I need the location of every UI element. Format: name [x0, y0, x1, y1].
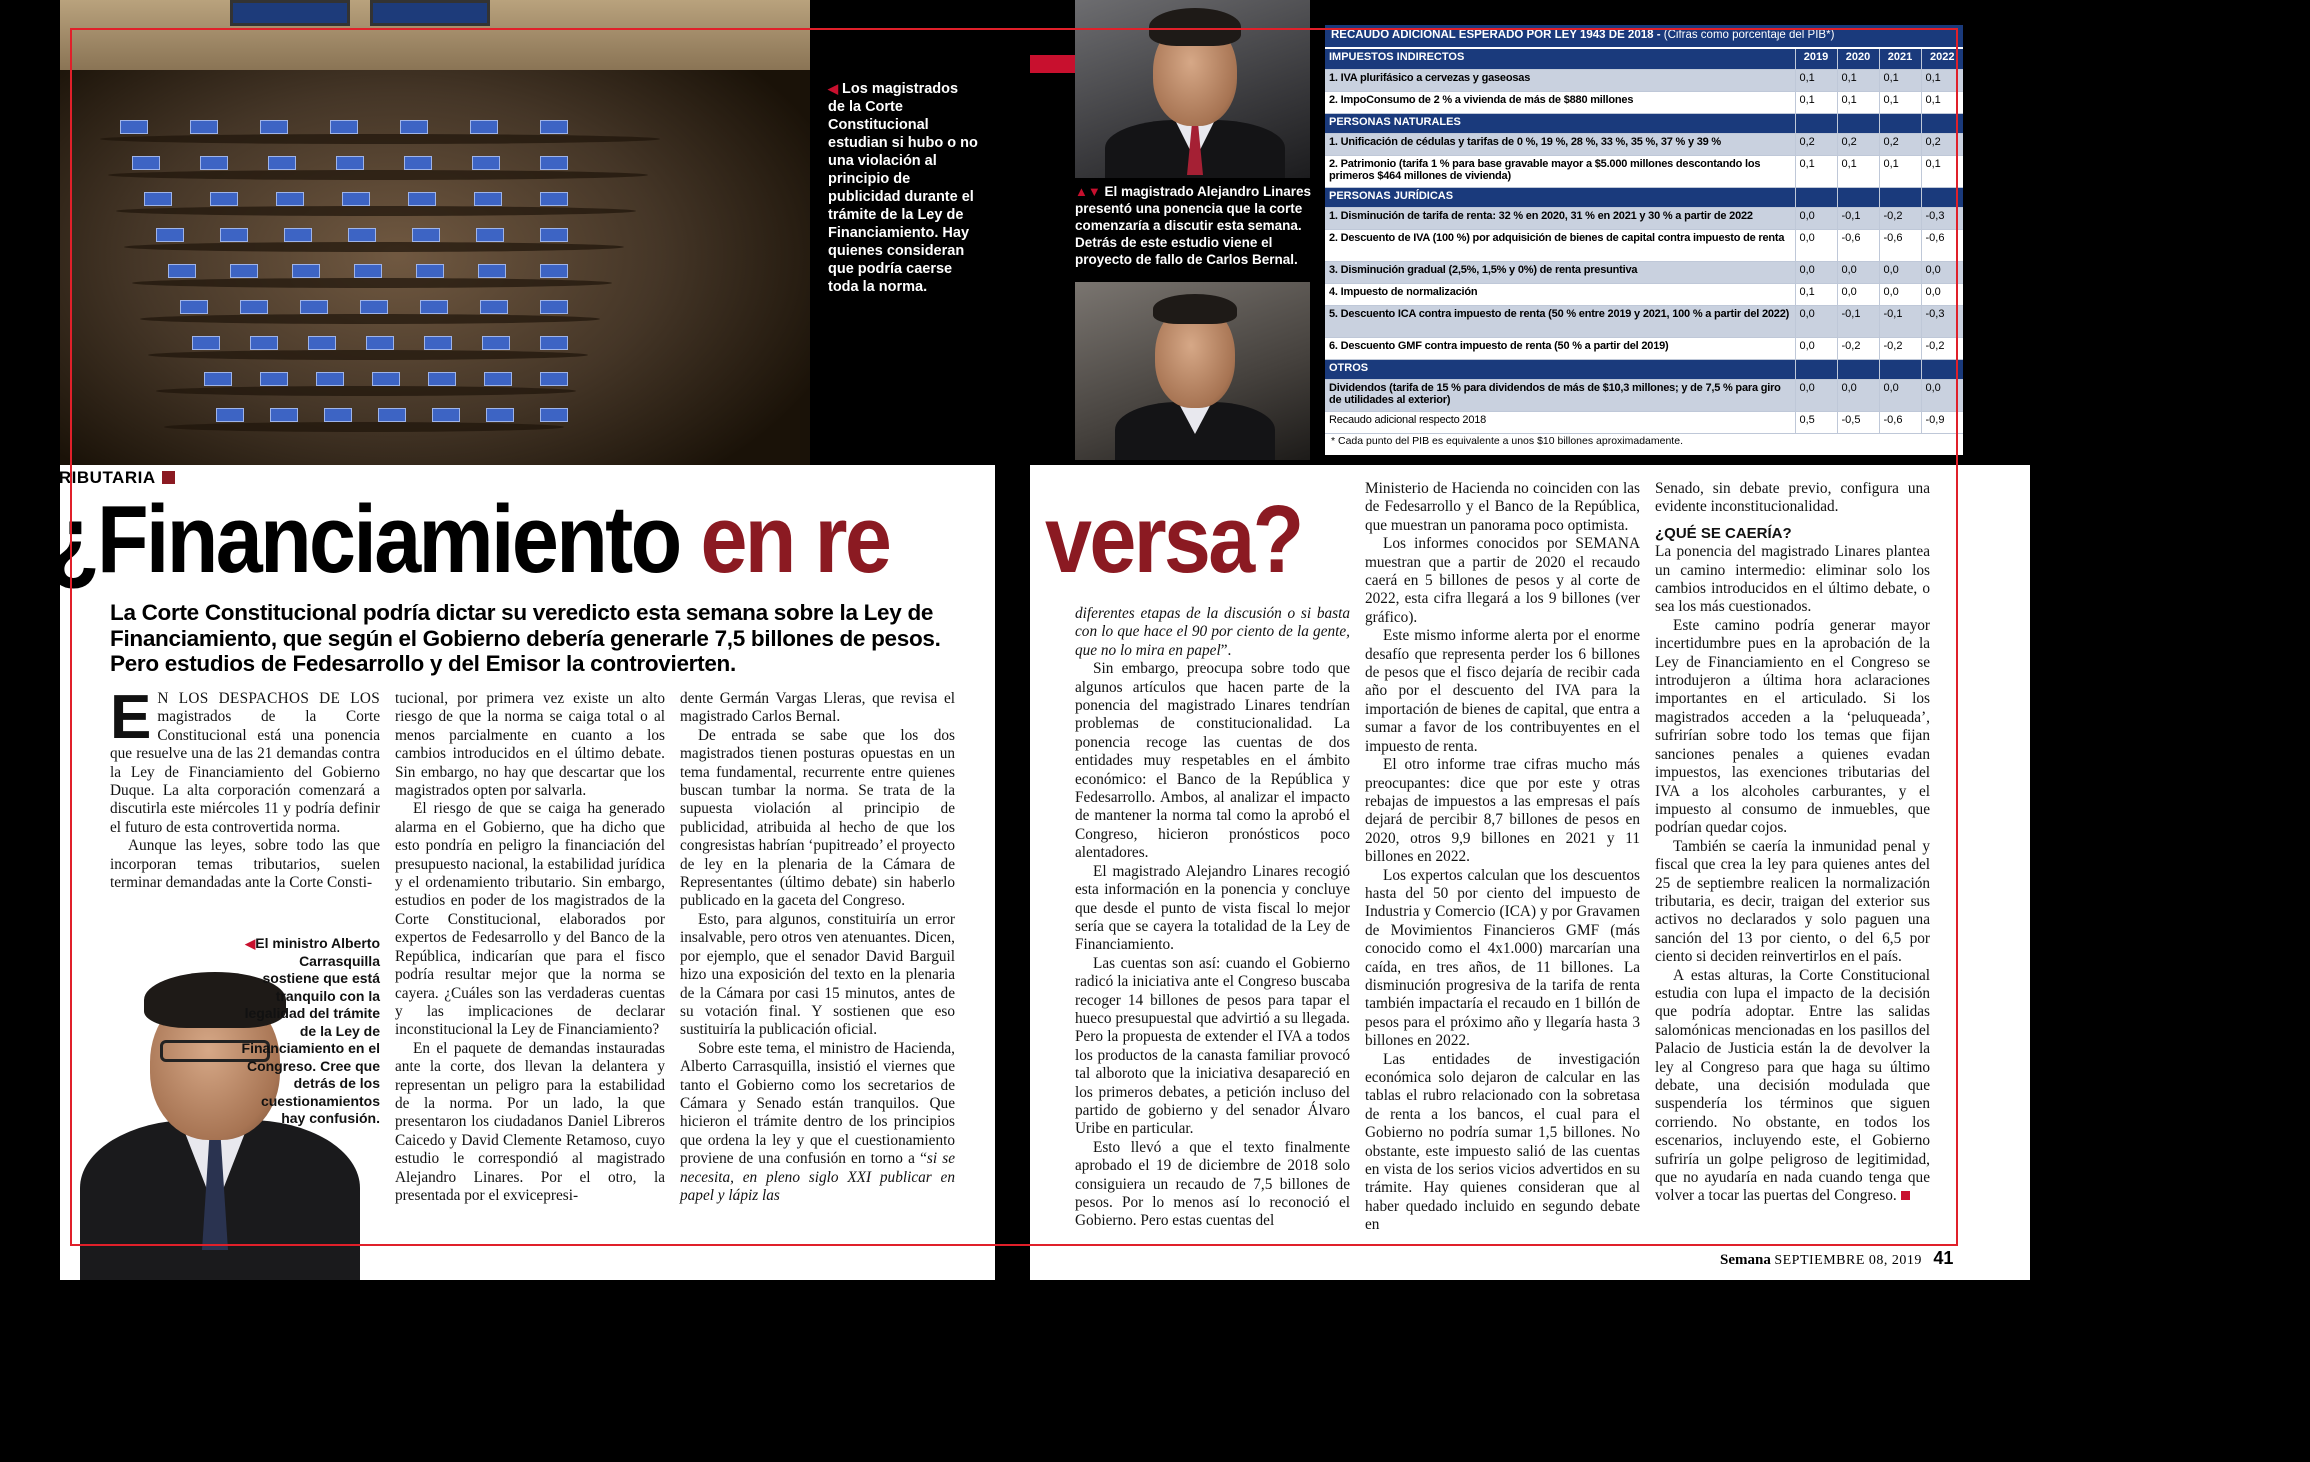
table-cell-value: [1879, 187, 1921, 207]
table-cell-value: 0,0: [1879, 379, 1921, 411]
table-cell-value: 0,2: [1795, 133, 1837, 155]
table-cell-label: Recaudo adicional respecto 2018: [1325, 411, 1795, 433]
table-cell-value: 2021: [1879, 49, 1921, 69]
table-footnote: * Cada punto del PIB es equivalente a unos $10 billones aproximadamente.: [1331, 435, 1683, 447]
body-column-2: tucional, por primera vez existe un alto riesgo de que la norma se caiga total o al menos parcialmente en cuanto a los cambios introducidos en el último debate. Sin embargo, no hay que descartar que los magistrados opten por salvarla. El riesgo de que se caiga ha generado alarma en el Gobierno, que ha dicho que esto pondría en peligro la financiación del presupuesto nacional, la estabilidad jurídica y el ordenamiento tributario. Sin embargo, estudios en poder de los magistrados de la Corte Constitucional, elaborados por expertos de Fedesarrollo y del Banco de la República, indicarían que para el fisco podría resultar mejor que la norma se cayera. ¿Cuáles son las verdaderas cuentas y las implicaciones de declarar inconstitucional la Ley de Financiamiento? En el paquete de demandas instauradas ante la corte, dos llevan la delantera y representan un peligro para la estabilidad de la norma. Por un lado, la que presentaron los ciudadanos Daniel Libreros Caicedo y David Clemente Retamoso, cuyo estudio le correspondió al magistrado Alejandro Linares. Por el otro, la presentada por el exvicepresi-: [395, 690, 665, 1204]
table-row: [1325, 283, 1963, 305]
table-cell-label: 2. Patrimonio (tarifa 1 % para base gravable mayor a $5.000 millones descontando los primeros $464 millones de vivienda): [1325, 155, 1795, 187]
table-cell-label: 1. Unificación de cédulas y tarifas de 0 %, 19 %, 28 %, 33 %, 35 %, 37 % y 39 %: [1325, 133, 1795, 155]
table-cell-value: 0,0: [1795, 261, 1837, 283]
congress-chamber-photo: [60, 0, 810, 465]
table-cell-value: 0,1: [1837, 69, 1879, 91]
table-cell-label: 1. Disminución de tarifa de renta: 32 % en 2020, 31 % en 2021 y 30 % a partir de 2022: [1325, 207, 1795, 229]
end-mark: [1901, 1191, 1910, 1200]
table-cell-label: 2. Descuento de IVA (100 %) por adquisición de bienes de capital contra impuesto de renta: [1325, 229, 1795, 261]
table-cell-value: [1837, 113, 1879, 133]
table-row: [1325, 229, 1963, 261]
linares-portrait-photo: [1075, 0, 1310, 178]
table-cell-value: 0,5: [1795, 411, 1837, 433]
table-cell-value: -0,2: [1879, 207, 1921, 229]
tax-revenue-table: [1325, 25, 1963, 455]
table-cell-value: 0,0: [1921, 283, 1963, 305]
table-cell-value: -0,2: [1879, 337, 1921, 359]
table-cell-label: Dividendos (tarifa de 15 % para dividendos de más de $10,3 millones; y de 7,5 % para giro de utilidades al exterior): [1325, 379, 1795, 411]
table-cell-value: 0,1: [1879, 155, 1921, 187]
table-section-header: [1325, 49, 1963, 69]
table-row: [1325, 379, 1963, 411]
table-cell-value: -0,1: [1837, 207, 1879, 229]
table-cell-label: 2. ImpoConsumo de 2 % a vivienda de más de $880 millones: [1325, 91, 1795, 113]
table-title: RECAUDO ADICIONAL ESPERADO POR LEY 1943 DE 2018 - (Cifras como porcentaje del PIB*): [1325, 25, 1963, 47]
subhead-que-se-caeria: ¿QUÉ SE CAERÍA?: [1655, 524, 1792, 542]
table-total-row: [1325, 411, 1963, 433]
linares-photo-caption: ▲▼ El magistrado Alejandro Linares presentó una ponencia que la corte comenzaría a discutir esta semana. Detrás de este estudio viene el proyecto de fallo de Carlos Bernal.: [1075, 184, 1312, 267]
table-cell-value: -0,6: [1879, 229, 1921, 261]
page-number: 41: [1933, 1248, 1954, 1268]
headline-right: versa?: [1045, 486, 1302, 593]
table-cell-value: 0,0: [1837, 283, 1879, 305]
table-row: [1325, 91, 1963, 113]
table-cell-value: [1879, 359, 1921, 379]
body-column-6: Senado, sin debate previo, configura una evidente inconstitucionalidad. ¿QUÉ SE CAERÍA? La ponencia del magistrado Linares plantea un camino intermedio: eliminar solo los cambios introducidos en el último debate, o sea los más cuestionados. Este camino podría generar mayor incertidumbre pues en la aprobación de la Ley de Financiamiento en el Congreso se introdujeron a última hora aclaraciones importantes en el articulado. Si los magistrados acceden a la ‘peluqueada’, sufrirían sobre todo los temas que fijan sanciones penales a quienes evadan impuestos, las exenciones tributarias del IVA a los alcoholes carburantes, y el impuesto al consumo de inmuebles, que podrían quedar cojos. También se caería la inmunidad penal y fiscal que crea la ley para quienes antes del 25 de septiembre realicen la normalización tributaria, es decir, traigan del exterior sus activos no declarados y solo paguen una sanción del 13 por ciento, o del 6,5 por ciento si deciden reinvertirlos en el país. A estas alturas, la Corte Constitucional estudia con lupa el impacto de la decisión que podría adoptar. Entre las salidas salomónicas mencionadas en los pasillos del Palacio de Justicia están la de devolver la ley al Congreso para que haga su último debate, una decisión modulada que suspendería los términos que siguen corriendo. No obstante, en todos los escenarios, incluyendo este, el Gobierno sufriría un golpe peligroso de legitimidad, que no ayudaría en nada cuando tenga que volver a tocar las puertas del Congreso.: [1655, 480, 1930, 1205]
table-row: [1325, 133, 1963, 155]
table-section-header: [1325, 187, 1963, 207]
table-cell-value: -0,9: [1921, 411, 1963, 433]
body-column-3: dente Germán Vargas Lleras, que revisa el magistrado Carlos Bernal. De entrada se sabe que los dos magistrados tienen posturas opuestas en un tema fundamental, recurrente entre quienes buscan tumbar la norma. Se trata de la supuesta violación al principio de publicidad, atribuida al hecho de que los congresistas habrían ‘pupitreado’ el proyecto de ley en la plenaria de la Cámara de Representantes (último debate) sin haberlo publicado en la gaceta del Congreso. Esto, para algunos, constituiría un error insalvable, pero otros ven atenuantes. Dicen, por ejemplo, que el senador David Barguil hizo una exposición del texto en la plenaria de la Cámara por casi 15 minutos, antes de su votación final. Y sostienen que eso sustituiría la publicación oficial. Sobre este tema, el ministro de Hacienda, Alberto Carrasquilla, insistió el viernes que tanto el Gobierno como los secretarios de Cámara y Senado están tranquilos. Que hicieron el trámite dentro de los principios que ordena la ley y que el cuestionamiento proviene de una confusión en torno a “si se necesita, en pleno siglo XXI publicar en papel y lápiz las: [680, 690, 955, 1204]
body-column-5: Ministerio de Hacienda no coinciden con las de Fedesarrollo y el Banco de la República, que muestran un panorama poco optimista. Los informes conocidos por SEMANA muestran que a partir de 2020 el recaudo caerá en 5 billones de pesos y al corte de 2022, esta cifra llegará a los 9 billones (ver gráfico). Este mismo informe alerta por el enorme desafío que representa perder los 6 billones de pesos que el fisco dejaría de recibir cada año por el descuento del IVA para la importación de bienes de capital, que entra a sumar a favor de los contribuyentes en el impuesto de renta. El otro informe trae cifras mucho más preocupantes: dice que por este y otras rebajas de impuestos a las empresas el país dejará de percibir 8,7 billones de pesos en 2020, otros 9,9 billones en 2021 y 11 billones en 2022. Los expertos calculan que los descuentos hasta del 50 por ciento del impuesto de Industria y Comercio (ICA) y por Gravamen de Movimientos Financieros GMF (más conocido como el 4x1.000) marcarían una caída, en tres años, de 11 billones. La disminución progresiva de la tarifa de renta también impactaría el recaudo en 1 billón de pesos para el próximo año y llegaría hasta 3 billones en 2022. Las entidades de investigación económica solo dejaron de calcular en las tablas el rubro relacionado con la sobretasa de renta a los bancos, el cual para el Gobierno no podría sumar 1,5 billones. No obstante, este impuesto salió de las cuentas en vista de los serios vicios advertidos en su trámite. Hay quienes consideran que al haber quedado incluido en segundo debate en: [1365, 480, 1640, 1234]
table-cell-value: 0,0: [1795, 229, 1837, 261]
table-cell-value: -0,3: [1921, 207, 1963, 229]
body-column-1: E N LOS DESPACHOS DE LOS magistrados de la Corte Constitucional está una ponencia que resuelve una de las 21 demandas contra la Ley de Financiamiento del Gobierno Duque. La alta corporación comenzará a discutirla este miércoles 11 y podría definir el futuro de esta controvertida norma. Aunque las leyes, sobre todo las que incorporan temas tributarios, suelen terminar demandadas ante la Corte Consti-: [110, 683, 380, 892]
table-cell-value: [1837, 187, 1879, 207]
table-cell-value: 0,0: [1837, 261, 1879, 283]
bernal-portrait-photo: [1075, 282, 1310, 460]
table-row: [1325, 261, 1963, 283]
table-cell-value: 0,1: [1795, 91, 1837, 113]
table-cell-value: [1921, 359, 1963, 379]
table-cell-value: 0,2: [1837, 133, 1879, 155]
table-cell-label: IMPUESTOS INDIRECTOS: [1325, 49, 1795, 69]
table-cell-value: 0,1: [1837, 155, 1879, 187]
table-cell-value: 2019: [1795, 49, 1837, 69]
table-cell-label: 3. Disminución gradual (2,5%, 1,5% y 0%) de renta presuntiva: [1325, 261, 1795, 283]
table-cell-value: [1879, 113, 1921, 133]
table-cell-value: -0,6: [1837, 229, 1879, 261]
table-cell-value: 0,1: [1795, 69, 1837, 91]
table-cell-value: 0,0: [1795, 337, 1837, 359]
table-cell-value: 0,0: [1795, 305, 1837, 337]
table-cell-value: 0,0: [1879, 283, 1921, 305]
page-footer: [1720, 1248, 1953, 1269]
chamber-photo-caption: ◀ Los magistrados de la Corte Constitucional estudian si hubo o no una violación al principio de publicidad durante el trámite de la Ley de Financiamiento. Hay quienes consideran que podría caerse toda la norma.: [828, 81, 978, 295]
table-cell-label: 1. IVA plurifásico a cervezas y gaseosas: [1325, 69, 1795, 91]
table-cell-value: 0,1: [1921, 91, 1963, 113]
article-deck: La Corte Constitucional podría dictar su veredicto esta semana sobre la Ley de Financiamiento, que según el Gobierno debería generarle 7,5 billones de pesos. Pero estudios de Fedesarrollo y del Emisor la controvierten.: [110, 600, 941, 676]
table-cell-value: -0,6: [1921, 229, 1963, 261]
table-cell-label: 5. Descuento ICA contra impuesto de renta (50 % entre 2019 y 2021, 100 % a partir del 2022): [1325, 305, 1795, 337]
table-cell-value: 0,0: [1795, 379, 1837, 411]
headline-left: ¿Financiamiento en re: [48, 486, 890, 593]
table-row: [1325, 69, 1963, 91]
table-cell-value: -0,5: [1837, 411, 1879, 433]
table-cell-value: [1921, 187, 1963, 207]
table-cell-label: 4. Impuesto de normalización: [1325, 283, 1795, 305]
table-cell-value: 0,1: [1879, 69, 1921, 91]
table-cell-value: [1921, 113, 1963, 133]
carrasquilla-photo-caption: ◀El ministro Alberto Carrasquilla sostiene que está tranquilo con la legalidad del trámite de la Ley de Financiamiento en el Congreso. Cree que detrás de los cuestionamientos hay confusión.: [241, 935, 380, 1126]
table-cell-value: [1795, 187, 1837, 207]
table-cell-value: -0,3: [1921, 305, 1963, 337]
table-cell-value: 0,0: [1795, 207, 1837, 229]
table-cell-value: 0,1: [1795, 283, 1837, 305]
table-cell-value: -0,1: [1879, 305, 1921, 337]
table-cell-value: 0,1: [1921, 69, 1963, 91]
table-cell-value: 2022: [1921, 49, 1963, 69]
table-cell-value: -0,2: [1921, 337, 1963, 359]
table-cell-value: 0,1: [1921, 155, 1963, 187]
table-cell-label: PERSONAS JURÍDICAS: [1325, 187, 1795, 207]
table-cell-value: 0,1: [1879, 91, 1921, 113]
table-section-header: [1325, 359, 1963, 379]
issue-date: SEPTIEMBRE 08, 2019: [1774, 1253, 1922, 1268]
table-cell-label: OTROS: [1325, 359, 1795, 379]
table-cell-value: 0,2: [1879, 133, 1921, 155]
table-cell-value: 2020: [1837, 49, 1879, 69]
table-cell-value: -0,2: [1837, 337, 1879, 359]
drop-cap: E: [110, 683, 152, 752]
section-label: TRIBUTARIA: [48, 468, 175, 488]
table-section-header: [1325, 113, 1963, 133]
table-body: [1325, 49, 1963, 434]
table-cell-value: [1837, 359, 1879, 379]
table-cell-value: 0,0: [1879, 261, 1921, 283]
table-cell-value: [1795, 359, 1837, 379]
table-row: [1325, 305, 1963, 337]
table-cell-value: -0,6: [1879, 411, 1921, 433]
table-row: [1325, 207, 1963, 229]
table-row: [1325, 155, 1963, 187]
table-cell-label: PERSONAS NATURALES: [1325, 113, 1795, 133]
body-column-4: diferentes etapas de la discusión o si basta con lo que hace el 90 por ciento de la gente, que no lo mira en papel”. Sin embargo, preocupa sobre todo que algunos artículos que hacen parte de la ponencia del magistrado Linares tendrían problemas de constitucionalidad. La ponencia recoge las cuentas de dos entidades muy respetables en el ámbito económico: el Banco de la República y Fedesarrollo. Ambos, al analizar el impacto de mantener la norma tal como la aprobó el Congreso, hicieron pronósticos poco alentadores. El magistrado Alejandro Linares recogió esta información en la ponencia y concluye que desde el punto de vista fiscal lo mejor sería que se cayera la totalidad de la Ley de Financiamiento. Las cuentas son así: cuando el Gobierno radicó la iniciativa ante el Congreso buscaba recoger 14 billones de pesos para tapar el hueco presupuestal que advirtió a su llegada. Pero la propuesta de extender el IVA a todos los productos de la canasta familiar provocó tal alboroto que la iniciativa desapareció en los primeros debates, a petición incluso del partido de gobierno y del senador Álvaro Uribe en particular. Esto llevó a que el texto finalmente aprobado el 19 de diciembre de 2018 solo consiguiera un recaudo de 7,5 billones de pesos. Por lo menos así lo reconoció el Gobierno. Pero estas cuentas del: [1075, 605, 1350, 1230]
red-accent-bar: [1030, 55, 1075, 73]
table-cell-value: -0,1: [1837, 305, 1879, 337]
table-cell-label: 6. Descuento GMF contra impuesto de renta (50 % a partir del 2019): [1325, 337, 1795, 359]
magazine-name: Semana: [1720, 1252, 1771, 1268]
table-row: [1325, 337, 1963, 359]
table-cell-value: 0,1: [1795, 155, 1837, 187]
table-cell-value: 0,0: [1921, 261, 1963, 283]
table-cell-value: 0,0: [1837, 379, 1879, 411]
table-cell-value: [1795, 113, 1837, 133]
table-cell-value: 0,1: [1837, 91, 1879, 113]
table-cell-value: 0,0: [1921, 379, 1963, 411]
table-cell-value: 0,2: [1921, 133, 1963, 155]
